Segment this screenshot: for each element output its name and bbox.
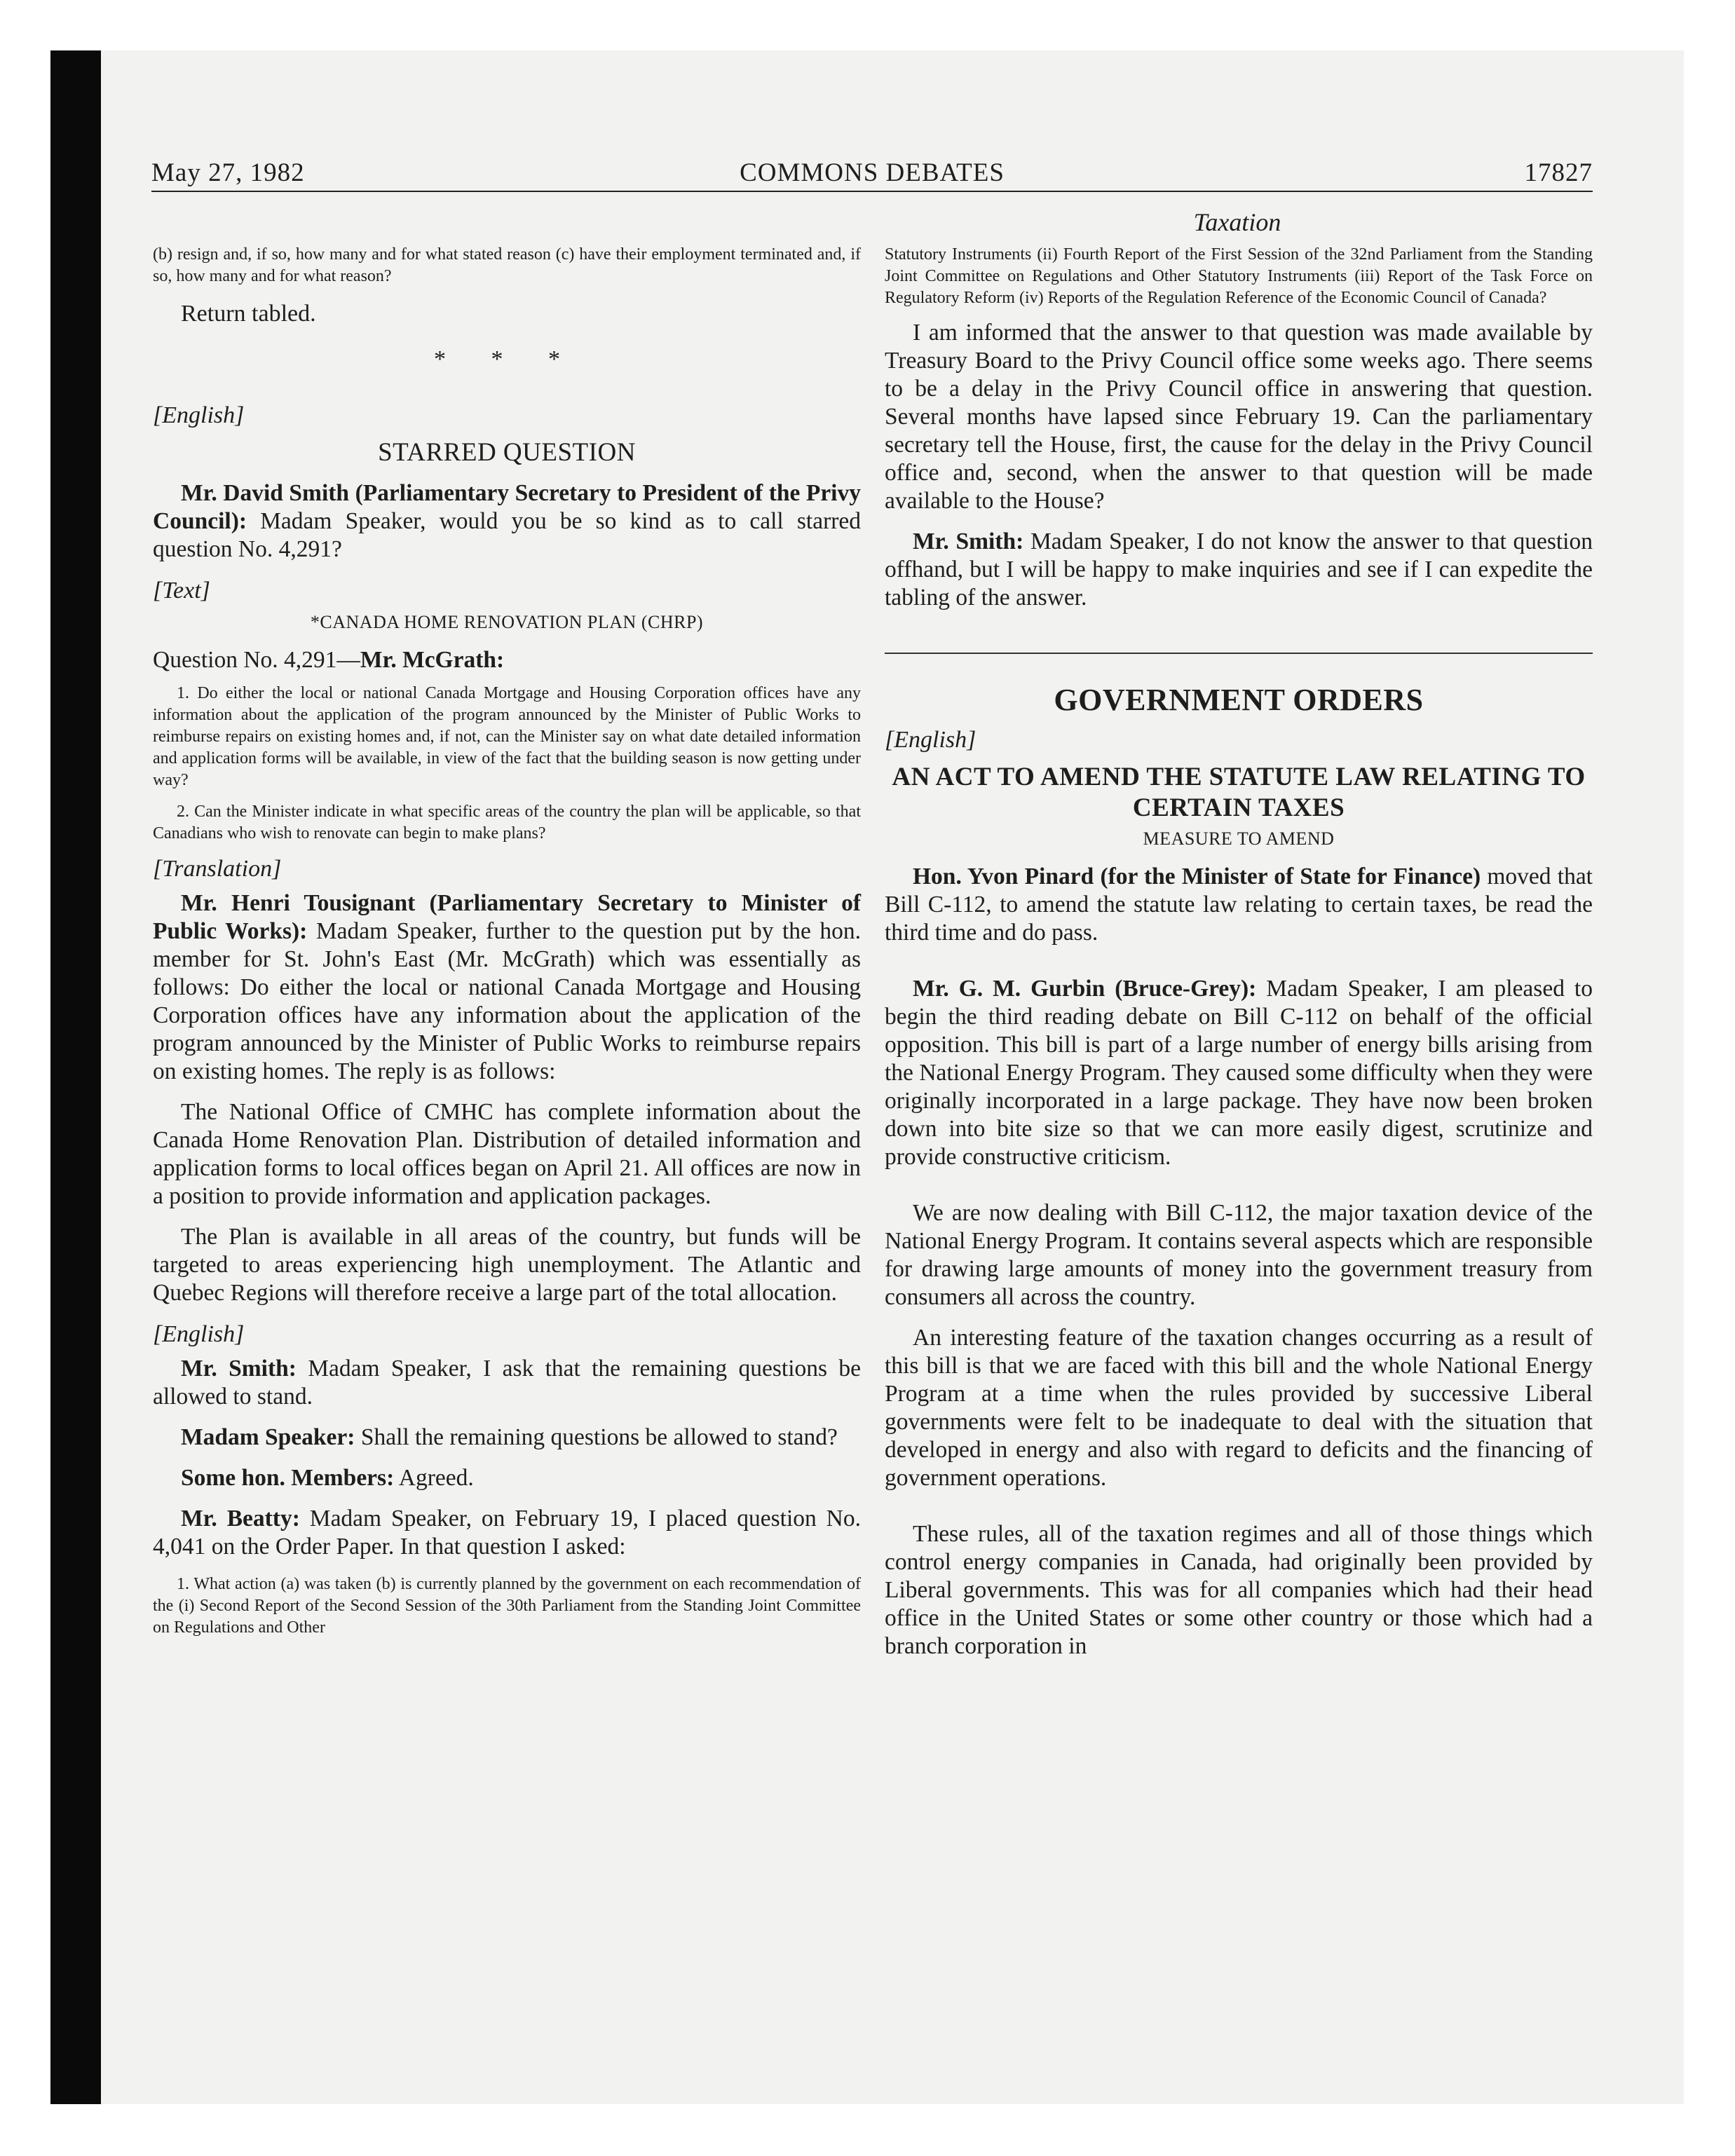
speech-text: Madam Speaker, I do not know the answer to that question offhand, but I will be happy to make inquiries and see if I can expedite the tabling of the answer. [885, 528, 1593, 610]
question-member: Mr. McGrath: [360, 647, 505, 673]
speaker-name: Madam Speaker: [181, 1424, 355, 1450]
speech-text: Madam Speaker, further to the question put by the hon. member for St. John's East (Mr. McGrath) which was essentially as follows: Do either the local or national Canada Mortgage and Housing Corporation offices have any information about the application of the program announced by the Minister of Public Works to reimburse repairs on existing homes. The reply is as follows: [153, 918, 861, 1084]
question-item-continuation: Statutory Instruments (ii) Fourth Report of the First Session of the 32nd Parliament from the Standing Joint Committee on Regulations and Other Statutory Instruments (iii) Report of the Task Force on Regulatory Reform (iv) Reports of the Regulation Reference of the Economic Council of Canada? [885, 245, 1593, 307]
header-page-number: 17827 [1524, 158, 1593, 187]
answer-paragraph: The Plan is available in all areas of the country, but funds will be targeted to areas experiencing high unemployment. The Atlantic and Quebec Regions will therefore receive a large part of the total allocation. [153, 1224, 861, 1306]
speech-text: Agreed. [394, 1465, 474, 1491]
question-item: 1. What action (a) was taken (b) is currently planned by the government on each recommendation of the (i) Second Report of the Second Session of the 30th Parliament from the Standing Joint Committee on Regulations and Other [153, 1575, 861, 1637]
section-heading: STARRED QUESTION [378, 438, 636, 467]
speaker-name: Mr. Henri Tousignant (Parliamentary Secretary to Minister of Public Works): [153, 890, 861, 944]
section-separator: * * * [434, 346, 580, 372]
return-tabled: Return tabled. [181, 301, 316, 327]
answer-paragraph: The National Office of CMHC has complete information about the Canada Home Renovation Plan. Distribution of detailed information and application forms to local offices began on April 21. All offices are now in a position to provide information and application packages. [153, 1099, 861, 1209]
running-head: Taxation [1193, 208, 1281, 236]
binding-shadow [50, 50, 101, 2104]
speech-text: Madam Speaker, I am pleased to begin the third reading debate on Bill C-112 on behalf of the official opposition. This bill is part of a large number of energy bills arising from the National Energy Program. They caused some difficulty when they were originally incorporated in a large package. They have now been broken down into bite size so that we can more easily digest, scrutinize and provide constructive criticism. [885, 976, 1593, 1170]
subsection-heading: *CANADA HOME RENOVATION PLAN (CHRP) [310, 612, 704, 632]
speech-text: Madam Speaker, I ask that the remaining questions be allowed to stand. [153, 1356, 861, 1410]
speaker-name: Mr. Beatty: [181, 1506, 300, 1531]
spacer [885, 960, 1593, 975]
bill-heading: AN ACT TO AMEND THE STATUTE LAW RELATING TO CERTAIN TAXES [892, 763, 1586, 822]
speech-paragraph: I am informed that the answer to that question was made available by Treasury Board to the Privy Council office some weeks ago. There seems to be a delay in the Privy Council office in answering that question. Several months have lapsed since February 19. Can the parliamentary secretary tell the House, first, the cause for the delay in the Privy Council office and, second, when the answer to that question will be made available to the House? [885, 320, 1593, 514]
speech-text: Shall the remaining questions be allowed to stand? [355, 1424, 838, 1450]
speech-paragraph [153, 1424, 861, 1452]
spacer [885, 1505, 1593, 1520]
speech-text: Madam Speaker, on February 19, I placed question No. 4,041 on the Order Paper. In that question I asked: [153, 1506, 861, 1560]
speech-text: moved that Bill C-112, to amend the statute law relating to certain taxes, be read the third time and do pass. [885, 864, 1593, 946]
speech-paragraph [153, 1505, 861, 1561]
spacer [885, 1184, 1593, 1199]
page-header [151, 156, 1593, 192]
speech-paragraph [153, 1355, 861, 1411]
section-divider [885, 653, 1593, 654]
question-continuation: (b) resign and, if so, how many and for what stated reason (c) have their employment terminated and, if so, how many and for what reason? [153, 245, 861, 285]
speech-paragraph [153, 1464, 861, 1492]
speech-paragraph [153, 889, 861, 1086]
speaker-name: Hon. Yvon Pinard (for the Minister of State for Finance) [913, 864, 1481, 889]
speech-paragraph [885, 863, 1593, 947]
right-column [885, 244, 1593, 1673]
section-heading: GOVERNMENT ORDERS [1054, 683, 1424, 717]
speaker-name: Mr. G. M. Gurbin (Bruce-Grey): [913, 976, 1257, 1002]
speech-paragraph [885, 975, 1593, 1171]
speech-paragraph: These rules, all of the taxation regimes and all of those things which control energy companies in Canada, had originally been provided by Liberal governments. This was for all companies which had their head office in the United States or some other country or those which had a branch corporation in [885, 1521, 1593, 1659]
left-column [153, 244, 861, 1649]
speaker-name: Mr. David Smith (Parliamentary Secretary to President of the Privy Council): [153, 480, 861, 534]
speech-paragraph [885, 528, 1593, 612]
speaker-name: Mr. Smith: [181, 1356, 297, 1381]
language-tag: [English] [885, 727, 977, 753]
header-date: May 27, 1982 [151, 158, 305, 187]
language-tag: [English] [153, 1321, 245, 1347]
language-tag: [Text] [153, 578, 210, 603]
question-item: 1. Do either the local or national Canada Mortgage and Housing Corporation offices have any information about the application of the program announced by the Minister of Public Works to reimburse repairs on existing homes and, if not, can the Minister say on what date detailed information and application forms will be available, in view of the fact that the building season is now getting under way? [153, 684, 861, 789]
speech-paragraph: An interesting feature of the taxation changes occurring as a result of this bill is that we are faced with this bill and the whole National Energy Program at a time when the rules provided by successive Liberal governments were felt to be inadequate to deal with the situation that developed in energy and also with regard to deficits and the financing of government operations. [885, 1325, 1593, 1491]
header-title: COMMONS DEBATES [740, 158, 1005, 187]
speech-paragraph: We are now dealing with Bill C-112, the major taxation device of the National Energy Program. It contains several aspects which are responsible for drawing large amounts of money into the government treasury from consumers all across the country. [885, 1200, 1593, 1310]
language-tag: [English] [153, 402, 245, 428]
speech-paragraph [153, 479, 861, 564]
speech-text: Madam Speaker, would you be so kind as to call starred question No. 4,291? [153, 508, 861, 562]
question-item: 2. Can the Minister indicate in what specific areas of the country the plan will be applicable, so that Canadians who wish to renovate can begin to make plans? [153, 803, 861, 842]
question-number [153, 646, 861, 674]
speaker-name: Some hon. Members: [181, 1465, 395, 1491]
speaker-name: Mr. Smith: [913, 528, 1024, 554]
subsection-heading: MEASURE TO AMEND [1143, 828, 1335, 849]
language-tag: [Translation] [153, 856, 282, 882]
question-prefix: Question No. 4,291— [153, 647, 360, 673]
